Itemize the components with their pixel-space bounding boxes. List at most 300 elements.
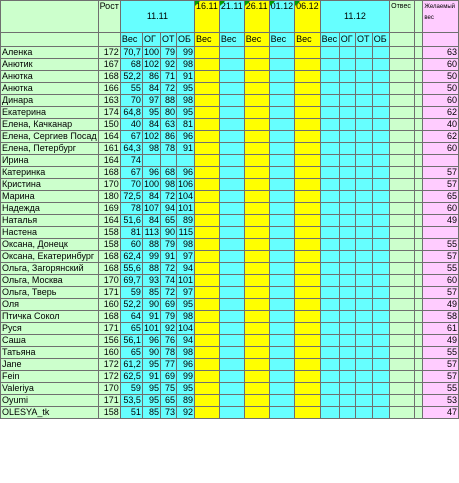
cell-name[interactable]: Анютка bbox=[1, 71, 99, 83]
cell-empty[interactable] bbox=[339, 395, 355, 407]
cell-weight[interactable]: 67 bbox=[120, 131, 142, 143]
cell-empty[interactable] bbox=[295, 383, 321, 395]
cell-empty[interactable] bbox=[320, 395, 339, 407]
cell-height[interactable]: 170 bbox=[98, 275, 120, 287]
cell-empty[interactable] bbox=[244, 95, 269, 107]
cell-height[interactable]: 172 bbox=[98, 47, 120, 59]
cell-desired-weight[interactable]: 49 bbox=[423, 299, 459, 311]
cell-height[interactable]: 156 bbox=[98, 335, 120, 347]
subheader-blank[interactable] bbox=[423, 33, 459, 47]
cell-empty[interactable] bbox=[372, 227, 389, 239]
cell-desired-weight[interactable]: 55 bbox=[423, 347, 459, 359]
cell-empty[interactable] bbox=[219, 191, 244, 203]
cell-waist[interactable]: 72 bbox=[160, 83, 176, 95]
cell-chest[interactable]: 113 bbox=[142, 227, 160, 239]
cell-name[interactable]: Анютка bbox=[1, 83, 99, 95]
cell-hips[interactable]: 99 bbox=[177, 47, 195, 59]
cell-empty[interactable] bbox=[339, 251, 355, 263]
cell-desired-weight[interactable]: 57 bbox=[423, 179, 459, 191]
cell-chest[interactable]: 84 bbox=[142, 215, 160, 227]
cell-weight[interactable]: 64,3 bbox=[120, 143, 142, 155]
cell-empty[interactable] bbox=[219, 83, 244, 95]
cell-empty[interactable] bbox=[372, 335, 389, 347]
cell-empty[interactable] bbox=[339, 143, 355, 155]
cell-empty[interactable] bbox=[356, 347, 373, 359]
cell-empty[interactable] bbox=[269, 371, 295, 383]
cell-empty[interactable] bbox=[269, 131, 295, 143]
cell-empty[interactable] bbox=[339, 47, 355, 59]
cell-empty[interactable] bbox=[269, 299, 295, 311]
cell-desired-weight[interactable]: 61 bbox=[423, 323, 459, 335]
cell-waist[interactable]: 74 bbox=[160, 275, 176, 287]
cell-empty[interactable] bbox=[320, 323, 339, 335]
cell-hips[interactable]: 104 bbox=[178, 323, 194, 333]
cell-empty[interactable] bbox=[390, 203, 415, 215]
cell-hips[interactable]: 106 bbox=[178, 179, 194, 189]
cell-empty[interactable] bbox=[320, 371, 339, 383]
cell-empty[interactable] bbox=[295, 203, 321, 215]
header-otves[interactable]: Отвес bbox=[390, 1, 415, 33]
cell-empty[interactable] bbox=[295, 179, 321, 191]
cell-empty[interactable] bbox=[195, 263, 220, 275]
cell-desired-weight[interactable]: 50 bbox=[423, 71, 459, 83]
cell-empty[interactable] bbox=[320, 191, 339, 203]
cell-empty[interactable] bbox=[295, 287, 321, 299]
cell-height[interactable]: 160 bbox=[98, 347, 120, 359]
cell-empty[interactable] bbox=[295, 299, 321, 311]
cell-height[interactable]: 158 bbox=[98, 239, 120, 251]
cell-name[interactable]: Надежда bbox=[1, 203, 99, 215]
cell-waist[interactable]: 80 bbox=[160, 107, 176, 119]
cell-empty[interactable] bbox=[372, 311, 389, 323]
cell-hips[interactable]: 81 bbox=[177, 119, 195, 131]
cell-weight[interactable]: 67 bbox=[120, 167, 142, 179]
cell-empty[interactable] bbox=[339, 287, 355, 299]
cell-empty[interactable] bbox=[372, 119, 389, 131]
cell-empty[interactable] bbox=[415, 299, 423, 311]
cell-empty[interactable] bbox=[320, 131, 339, 143]
cell-name[interactable]: Наталья bbox=[1, 215, 99, 227]
cell-waist[interactable] bbox=[160, 155, 176, 167]
cell-empty[interactable] bbox=[390, 131, 415, 143]
cell-waist[interactable]: 79 bbox=[160, 311, 176, 323]
cell-empty[interactable] bbox=[244, 143, 269, 155]
cell-empty[interactable] bbox=[356, 263, 373, 275]
cell-name[interactable]: Елена, Сергиев Посад bbox=[2, 131, 97, 141]
cell-empty[interactable] bbox=[295, 347, 321, 359]
header-blank[interactable] bbox=[415, 1, 423, 33]
cell-desired-weight[interactable]: 47 bbox=[423, 407, 459, 419]
cell-empty[interactable] bbox=[295, 71, 321, 83]
cell-name[interactable]: Елена, Петербург bbox=[1, 143, 99, 155]
cell-weight[interactable]: 69,7 bbox=[120, 275, 142, 287]
cell-empty[interactable] bbox=[244, 227, 269, 239]
cell-empty[interactable] bbox=[356, 47, 373, 59]
cell-empty[interactable] bbox=[390, 311, 415, 323]
cell-empty[interactable] bbox=[244, 407, 269, 419]
cell-empty[interactable] bbox=[356, 83, 373, 95]
cell-empty[interactable] bbox=[356, 71, 373, 83]
cell-empty[interactable] bbox=[269, 395, 295, 407]
cell-empty[interactable] bbox=[195, 215, 220, 227]
cell-empty[interactable] bbox=[320, 287, 339, 299]
cell-empty[interactable] bbox=[219, 251, 244, 263]
cell-empty[interactable] bbox=[195, 47, 220, 59]
cell-waist[interactable]: 75 bbox=[160, 383, 176, 395]
subheader-weight[interactable]: Вес bbox=[269, 33, 295, 47]
cell-waist[interactable]: 76 bbox=[160, 335, 176, 347]
cell-hips[interactable]: 97 bbox=[177, 287, 195, 299]
cell-empty[interactable] bbox=[320, 71, 339, 83]
cell-empty[interactable] bbox=[244, 323, 269, 335]
cell-empty[interactable] bbox=[269, 287, 295, 299]
cell-empty[interactable] bbox=[356, 311, 373, 323]
cell-empty[interactable] bbox=[415, 359, 423, 371]
cell-hips[interactable]: 91 bbox=[177, 71, 195, 83]
cell-empty[interactable] bbox=[195, 287, 220, 299]
header-date-5[interactable]: 06.12 bbox=[295, 1, 321, 33]
cell-empty[interactable] bbox=[269, 143, 295, 155]
cell-hips[interactable]: 115 bbox=[177, 227, 195, 239]
cell-weight[interactable]: 61,2 bbox=[120, 359, 142, 371]
cell-empty[interactable] bbox=[244, 275, 269, 287]
cell-weight[interactable]: 40 bbox=[120, 119, 142, 131]
cell-empty[interactable] bbox=[244, 359, 269, 371]
cell-empty[interactable] bbox=[195, 359, 220, 371]
cell-empty[interactable] bbox=[390, 215, 415, 227]
cell-empty[interactable] bbox=[356, 227, 373, 239]
cell-empty[interactable] bbox=[195, 143, 220, 155]
cell-empty[interactable] bbox=[219, 275, 244, 287]
cell-empty[interactable] bbox=[195, 179, 220, 191]
cell-height[interactable]: 168 bbox=[98, 311, 120, 323]
cell-waist[interactable]: 73 bbox=[160, 407, 176, 419]
cell-hips[interactable]: 91 bbox=[177, 143, 195, 155]
cell-empty[interactable] bbox=[269, 311, 295, 323]
cell-desired-weight[interactable]: 60 bbox=[423, 203, 459, 215]
cell-empty[interactable] bbox=[390, 395, 415, 407]
cell-empty[interactable] bbox=[356, 143, 373, 155]
subheader-weight[interactable]: Вес bbox=[244, 33, 269, 47]
cell-weight[interactable]: 62,4 bbox=[120, 251, 142, 263]
cell-height[interactable]: 161 bbox=[98, 143, 120, 155]
cell-empty[interactable] bbox=[390, 239, 415, 251]
header-desired-weight[interactable]: Желаемый вес bbox=[423, 1, 459, 33]
subheader-weight[interactable]: Вес bbox=[219, 33, 244, 47]
cell-waist[interactable]: 68 bbox=[160, 167, 176, 179]
cell-empty[interactable] bbox=[372, 251, 389, 263]
cell-empty[interactable] bbox=[390, 227, 415, 239]
cell-empty[interactable] bbox=[372, 203, 389, 215]
cell-desired-weight[interactable]: 57 bbox=[423, 359, 459, 371]
cell-empty[interactable] bbox=[415, 83, 423, 95]
cell-weight[interactable]: 51,6 bbox=[120, 215, 142, 227]
cell-empty[interactable] bbox=[244, 191, 269, 203]
cell-weight[interactable]: 70,7 bbox=[120, 47, 142, 59]
cell-name[interactable]: Аленка bbox=[1, 47, 99, 59]
cell-empty[interactable] bbox=[339, 239, 355, 251]
cell-empty[interactable] bbox=[390, 287, 415, 299]
cell-chest[interactable]: 88 bbox=[142, 239, 160, 251]
cell-hips[interactable]: 96 bbox=[177, 359, 195, 371]
cell-empty[interactable] bbox=[244, 119, 269, 131]
header-date-4[interactable]: 01.12 bbox=[269, 1, 295, 33]
cell-empty[interactable] bbox=[339, 311, 355, 323]
cell-empty[interactable] bbox=[320, 299, 339, 311]
cell-desired-weight[interactable] bbox=[423, 155, 459, 167]
cell-empty[interactable] bbox=[320, 179, 339, 191]
cell-empty[interactable] bbox=[415, 179, 423, 191]
cell-chest[interactable]: 96 bbox=[142, 335, 160, 347]
cell-empty[interactable] bbox=[269, 335, 295, 347]
cell-weight[interactable]: 65 bbox=[120, 323, 142, 335]
cell-empty[interactable] bbox=[390, 263, 415, 275]
cell-empty[interactable] bbox=[415, 263, 423, 275]
cell-waist[interactable]: 88 bbox=[160, 95, 176, 107]
cell-empty[interactable] bbox=[415, 275, 423, 287]
cell-empty[interactable] bbox=[295, 155, 321, 167]
cell-empty[interactable] bbox=[372, 59, 389, 71]
cell-empty[interactable] bbox=[372, 239, 389, 251]
cell-height[interactable]: 168 bbox=[98, 167, 120, 179]
cell-weight[interactable]: 78 bbox=[120, 203, 142, 215]
cell-height[interactable]: 158 bbox=[98, 227, 120, 239]
cell-empty[interactable] bbox=[219, 47, 244, 59]
cell-empty[interactable] bbox=[356, 155, 373, 167]
cell-empty[interactable] bbox=[295, 407, 321, 419]
cell-empty[interactable] bbox=[219, 395, 244, 407]
cell-empty[interactable] bbox=[295, 95, 321, 107]
cell-empty[interactable] bbox=[219, 167, 244, 179]
cell-empty[interactable] bbox=[339, 383, 355, 395]
subheader-weight[interactable]: Вес bbox=[295, 33, 321, 47]
cell-empty[interactable] bbox=[339, 191, 355, 203]
cell-height[interactable]: 171 bbox=[98, 323, 120, 335]
subheader-weight[interactable]: Вес bbox=[320, 33, 339, 47]
cell-weight[interactable]: 70 bbox=[120, 95, 142, 107]
cell-empty[interactable] bbox=[415, 335, 423, 347]
cell-height[interactable]: 166 bbox=[98, 83, 120, 95]
cell-empty[interactable] bbox=[195, 275, 220, 287]
subheader-blank[interactable] bbox=[98, 33, 120, 47]
cell-chest[interactable]: 96 bbox=[142, 167, 160, 179]
cell-empty[interactable] bbox=[320, 95, 339, 107]
cell-chest[interactable]: 97 bbox=[142, 95, 160, 107]
cell-empty[interactable] bbox=[295, 47, 321, 59]
cell-empty[interactable] bbox=[339, 71, 355, 83]
subheader-hips[interactable]: ОБ bbox=[372, 33, 389, 47]
cell-hips[interactable]: 98 bbox=[177, 95, 195, 107]
cell-weight[interactable]: 65 bbox=[120, 347, 142, 359]
subheader-weight[interactable]: Вес bbox=[120, 33, 142, 47]
cell-name[interactable]: Кристина bbox=[1, 179, 99, 191]
cell-height[interactable]: 164 bbox=[98, 131, 120, 143]
cell-name[interactable]: Елена, Качканар bbox=[1, 119, 99, 131]
cell-desired-weight[interactable]: 53 bbox=[423, 395, 459, 407]
cell-empty[interactable] bbox=[356, 119, 373, 131]
cell-chest[interactable]: 101 bbox=[143, 323, 159, 333]
cell-empty[interactable] bbox=[320, 347, 339, 359]
cell-empty[interactable] bbox=[295, 83, 321, 95]
cell-empty[interactable] bbox=[390, 83, 415, 95]
cell-empty[interactable] bbox=[415, 107, 423, 119]
cell-desired-weight[interactable]: 40 bbox=[423, 119, 459, 131]
cell-empty[interactable] bbox=[372, 95, 389, 107]
cell-empty[interactable] bbox=[244, 311, 269, 323]
cell-empty[interactable] bbox=[244, 239, 269, 251]
cell-empty[interactable] bbox=[372, 287, 389, 299]
header-date-2[interactable]: 21.11 bbox=[219, 1, 244, 33]
cell-height[interactable]: 171 bbox=[98, 395, 120, 407]
cell-empty[interactable] bbox=[269, 107, 295, 119]
cell-empty[interactable] bbox=[295, 311, 321, 323]
cell-empty[interactable] bbox=[244, 287, 269, 299]
cell-empty[interactable] bbox=[415, 143, 423, 155]
cell-name[interactable]: Ирина bbox=[1, 155, 99, 167]
cell-empty[interactable] bbox=[244, 47, 269, 59]
cell-empty[interactable] bbox=[339, 407, 355, 419]
cell-empty[interactable] bbox=[390, 95, 415, 107]
cell-desired-weight[interactable]: 55 bbox=[423, 383, 459, 395]
cell-name[interactable]: Анютик bbox=[1, 59, 99, 71]
cell-weight[interactable]: 51 bbox=[120, 407, 142, 419]
cell-empty[interactable] bbox=[415, 215, 423, 227]
cell-empty[interactable] bbox=[320, 59, 339, 71]
cell-desired-weight[interactable]: 57 bbox=[423, 167, 459, 179]
cell-desired-weight[interactable]: 57 bbox=[423, 371, 459, 383]
subheader-chest[interactable]: ОГ bbox=[142, 33, 160, 47]
cell-desired-weight[interactable]: 57 bbox=[423, 287, 459, 299]
cell-empty[interactable] bbox=[372, 47, 389, 59]
cell-chest[interactable]: 100 bbox=[143, 47, 159, 57]
cell-hips[interactable]: 94 bbox=[177, 335, 195, 347]
subheader-waist[interactable]: ОТ bbox=[356, 33, 373, 47]
cell-empty[interactable] bbox=[219, 71, 244, 83]
cell-weight[interactable]: 81 bbox=[120, 227, 142, 239]
cell-empty[interactable] bbox=[372, 359, 389, 371]
cell-empty[interactable] bbox=[195, 95, 220, 107]
subheader-blank[interactable] bbox=[1, 33, 99, 47]
cell-empty[interactable] bbox=[295, 323, 321, 335]
cell-empty[interactable] bbox=[269, 359, 295, 371]
cell-name[interactable]: Катеринка bbox=[1, 167, 99, 179]
cell-hips[interactable]: 95 bbox=[177, 299, 195, 311]
cell-empty[interactable] bbox=[356, 191, 373, 203]
cell-empty[interactable] bbox=[219, 287, 244, 299]
cell-empty[interactable] bbox=[244, 215, 269, 227]
cell-empty[interactable] bbox=[195, 251, 220, 263]
cell-empty[interactable] bbox=[356, 323, 373, 335]
cell-empty[interactable] bbox=[320, 263, 339, 275]
cell-empty[interactable] bbox=[219, 215, 244, 227]
cell-weight[interactable]: 55 bbox=[120, 83, 142, 95]
cell-hips[interactable]: 99 bbox=[177, 371, 195, 383]
cell-waist[interactable]: 94 bbox=[160, 203, 176, 215]
cell-empty[interactable] bbox=[244, 335, 269, 347]
cell-chest[interactable]: 100 bbox=[143, 179, 159, 189]
cell-empty[interactable] bbox=[295, 359, 321, 371]
cell-hips[interactable]: 98 bbox=[177, 59, 195, 71]
cell-waist[interactable]: 79 bbox=[160, 47, 176, 59]
cell-height[interactable]: 170 bbox=[98, 179, 120, 191]
cell-waist[interactable]: 65 bbox=[160, 395, 176, 407]
cell-empty[interactable] bbox=[320, 143, 339, 155]
cell-name[interactable]: Руся bbox=[1, 323, 99, 335]
cell-empty[interactable] bbox=[269, 47, 295, 59]
cell-empty[interactable] bbox=[195, 395, 220, 407]
cell-empty[interactable] bbox=[356, 287, 373, 299]
cell-empty[interactable] bbox=[295, 335, 321, 347]
cell-desired-weight[interactable]: 60 bbox=[423, 143, 459, 155]
cell-empty[interactable] bbox=[356, 407, 373, 419]
cell-desired-weight[interactable]: 60 bbox=[423, 275, 459, 287]
cell-empty[interactable] bbox=[372, 215, 389, 227]
cell-empty[interactable] bbox=[415, 155, 423, 167]
cell-empty[interactable] bbox=[269, 95, 295, 107]
cell-empty[interactable] bbox=[339, 335, 355, 347]
cell-name[interactable]: Оля bbox=[1, 299, 99, 311]
cell-height[interactable]: 172 bbox=[98, 371, 120, 383]
cell-empty[interactable] bbox=[356, 395, 373, 407]
cell-waist[interactable]: 72 bbox=[160, 263, 176, 275]
cell-empty[interactable] bbox=[356, 179, 373, 191]
cell-empty[interactable] bbox=[356, 215, 373, 227]
cell-height[interactable]: 168 bbox=[98, 263, 120, 275]
cell-empty[interactable] bbox=[339, 371, 355, 383]
cell-empty[interactable] bbox=[219, 383, 244, 395]
cell-empty[interactable] bbox=[390, 167, 415, 179]
cell-empty[interactable] bbox=[219, 347, 244, 359]
cell-empty[interactable] bbox=[339, 347, 355, 359]
cell-empty[interactable] bbox=[339, 359, 355, 371]
cell-chest[interactable]: 90 bbox=[142, 347, 160, 359]
cell-desired-weight[interactable]: 49 bbox=[423, 215, 459, 227]
cell-chest[interactable]: 95 bbox=[142, 383, 160, 395]
cell-waist[interactable]: 78 bbox=[160, 143, 176, 155]
cell-hips[interactable]: 98 bbox=[177, 347, 195, 359]
cell-empty[interactable] bbox=[269, 275, 295, 287]
cell-hips[interactable]: 89 bbox=[177, 395, 195, 407]
cell-empty[interactable] bbox=[269, 383, 295, 395]
cell-empty[interactable] bbox=[320, 215, 339, 227]
cell-empty[interactable] bbox=[195, 371, 220, 383]
cell-hips[interactable]: 101 bbox=[178, 203, 194, 213]
cell-empty[interactable] bbox=[244, 371, 269, 383]
cell-empty[interactable] bbox=[219, 371, 244, 383]
cell-height[interactable]: 180 bbox=[98, 191, 120, 203]
cell-empty[interactable] bbox=[339, 263, 355, 275]
cell-empty[interactable] bbox=[415, 407, 423, 419]
cell-height[interactable]: 172 bbox=[98, 359, 120, 371]
cell-empty[interactable] bbox=[356, 275, 373, 287]
cell-empty[interactable] bbox=[195, 335, 220, 347]
cell-name[interactable]: Ольга, Загорянский bbox=[1, 263, 99, 275]
header-date-1[interactable]: 16.11 bbox=[195, 1, 220, 33]
cell-name[interactable]: Valeriya bbox=[1, 383, 99, 395]
cell-empty[interactable] bbox=[269, 227, 295, 239]
cell-empty[interactable] bbox=[339, 275, 355, 287]
cell-empty[interactable] bbox=[390, 143, 415, 155]
cell-chest[interactable]: 85 bbox=[142, 407, 160, 419]
cell-empty[interactable] bbox=[372, 275, 389, 287]
cell-empty[interactable] bbox=[372, 407, 389, 419]
cell-chest[interactable]: 99 bbox=[142, 251, 160, 263]
cell-empty[interactable] bbox=[415, 347, 423, 359]
cell-empty[interactable] bbox=[295, 59, 321, 71]
cell-empty[interactable] bbox=[219, 59, 244, 71]
header-date-3[interactable]: 26.11 bbox=[244, 1, 269, 33]
cell-weight[interactable]: 59 bbox=[120, 383, 142, 395]
